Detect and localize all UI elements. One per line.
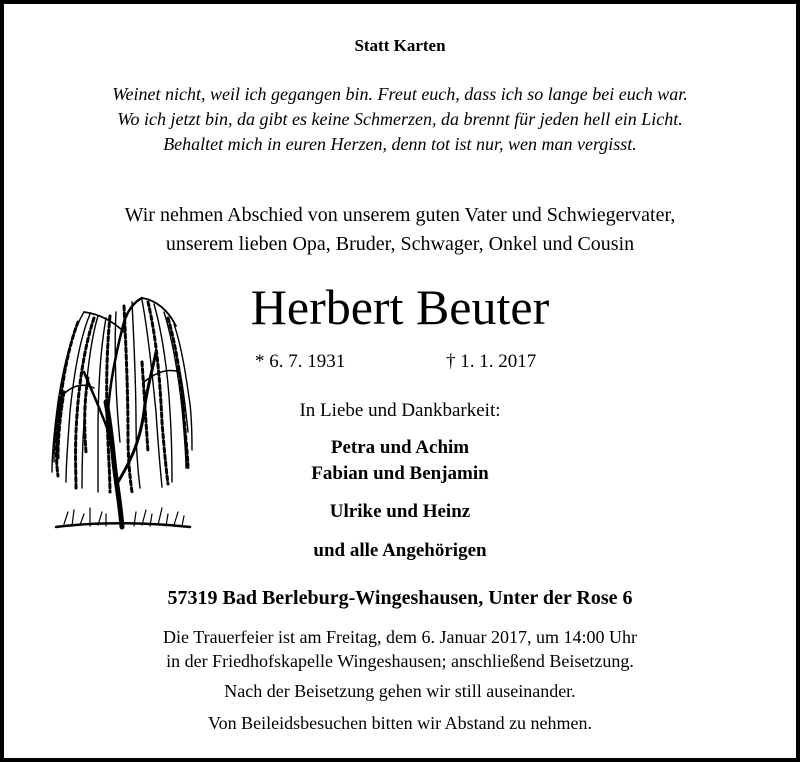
family-member: Ulrike und Heinz xyxy=(329,501,471,522)
deceased-name: Herbert Beuter xyxy=(250,279,550,335)
poem-line: Wo ich jetzt bin, da gibt es keine Schmerzen, da brennt für jeden hell ein Licht. xyxy=(117,109,683,129)
service-line: in der Friedhofskapelle Wingeshausen; anschließend Beisetzung. xyxy=(166,651,634,671)
funeral-service-info xyxy=(4,625,796,673)
burial-note: Nach der Beisetzung gehen wir still auseinander. xyxy=(224,681,576,701)
birth-date: * 6. 7. 1931 xyxy=(255,351,346,372)
condolence-note: Von Beileidsbesuchen bitten wir Abstand zu nehmen. xyxy=(207,713,593,733)
intro-line: unserem lieben Opa, Bruder, Schwager, Onkel und Cousin xyxy=(165,233,635,255)
header-text: Statt Karten xyxy=(354,36,446,55)
death-date: † 1. 1. 2017 xyxy=(446,351,537,372)
poem xyxy=(4,82,796,157)
family-member: und alle Angehörigen xyxy=(313,540,487,561)
love-line: In Liebe und Dankbarkeit: xyxy=(299,400,501,421)
service-line: Die Trauerfeier ist am Freitag, dem 6. Januar 2017, um 14:00 Uhr xyxy=(163,627,637,647)
family-group xyxy=(4,435,796,487)
family-member: Petra und Achim xyxy=(330,437,470,458)
intro-line: Wir nehmen Abschied von unserem guten Vater und Schwiegervater, xyxy=(124,204,676,226)
poem-line: Behaltet mich in euren Herzen, denn tot ist nur, wen man vergisst. xyxy=(163,134,637,154)
poem-line: Weinet nicht, weil ich gegangen bin. Freut euch, dass ich so lange bei euch war. xyxy=(112,84,688,104)
farewell-intro xyxy=(4,201,796,259)
family-member: Fabian und Benjamin xyxy=(311,463,489,484)
address: 57319 Bad Berleburg-Wingeshausen, Unter der Rose 6 xyxy=(167,587,633,609)
